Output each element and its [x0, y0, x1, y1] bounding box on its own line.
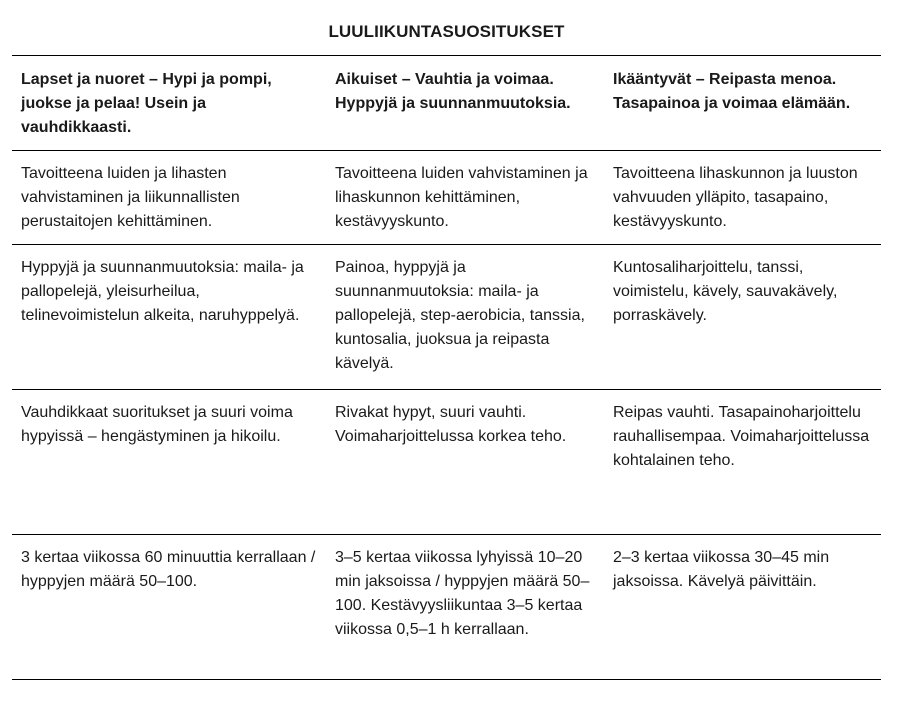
table-cell: Tavoitteena luiden ja lihasten vahvistaminen ja liikunnallisten perustaitojen kehittäminen. — [12, 151, 326, 245]
table-row-goals — [12, 151, 881, 245]
table-row-frequency — [12, 535, 881, 680]
table-row-intensity — [12, 390, 881, 535]
table-cell: Reipas vauhti. Tasapainoharjoittelu rauhallisempaa. Voimaharjoittelussa kohtalainen teho. — [604, 390, 881, 535]
table-cell: Hyppyjä ja suunnanmuutoksia: maila- ja pallopelejä, yleisurheilua, telinevoimistelun alkeita, naruhyppelyä. — [12, 245, 326, 390]
table-cell: Kuntosaliharjoittelu, tanssi, voimistelu, kävely, sauvakävely, porraskävely. — [604, 245, 881, 390]
table-header-row — [12, 56, 881, 151]
recommendations-table — [12, 55, 881, 680]
table-cell: 3–5 kertaa viikossa lyhyissä 10–20 min jaksoissa / hyppyjen määrä 50–100. Kestävyysliikuntaa 3–5 kertaa viikossa 0,5–1 h kerrallaan. — [335, 549, 590, 638]
table-cell: 2–3 kertaa viikossa 30–45 min jaksoissa. Kävelyä päivittäin. — [613, 549, 830, 590]
table-cell: 3 kertaa viikossa 60 minuuttia kerrallaan / hyppyjen määrä 50–100. — [21, 549, 316, 590]
table-cell: Painoa, hyppyjä ja suunnanmuutoksia: maila- ja pallopelejä, step-aerobicia, tanssia, kuntosalia, juoksua ja reipasta kävelyä. — [326, 245, 604, 390]
table-cell: Vauhdikkaat suoritukset ja suuri voima hypyissä – hengästyminen ja hikoilu. — [12, 390, 326, 535]
document-title: LUULIIKUNTASUOSITUKSET — [328, 22, 565, 41]
table-row-activities — [12, 245, 881, 390]
header-children: Lapset ja nuoret – Hypi ja pompi, juokse ja pelaa! Usein ja vauhdikkaasti. — [12, 56, 326, 151]
table-cell: Tavoitteena lihaskunnon ja luuston vahvuuden ylläpito, tasapaino, kestävyyskunto. — [604, 151, 881, 245]
header-adults: Aikuiset – Vauhtia ja voimaa. Hyppyjä ja suunnanmuutoksia. — [326, 56, 604, 151]
header-elderly: Ikääntyvät – Reipasta menoa. Tasapainoa ja voimaa elämään. — [604, 56, 881, 151]
table-cell: Rivakat hypyt, suuri vauhti. Voimaharjoittelussa korkea teho. — [326, 390, 604, 535]
table-cell: Tavoitteena luiden vahvistaminen ja lihaskunnon kehittäminen, kestävyyskunto. — [326, 151, 604, 245]
